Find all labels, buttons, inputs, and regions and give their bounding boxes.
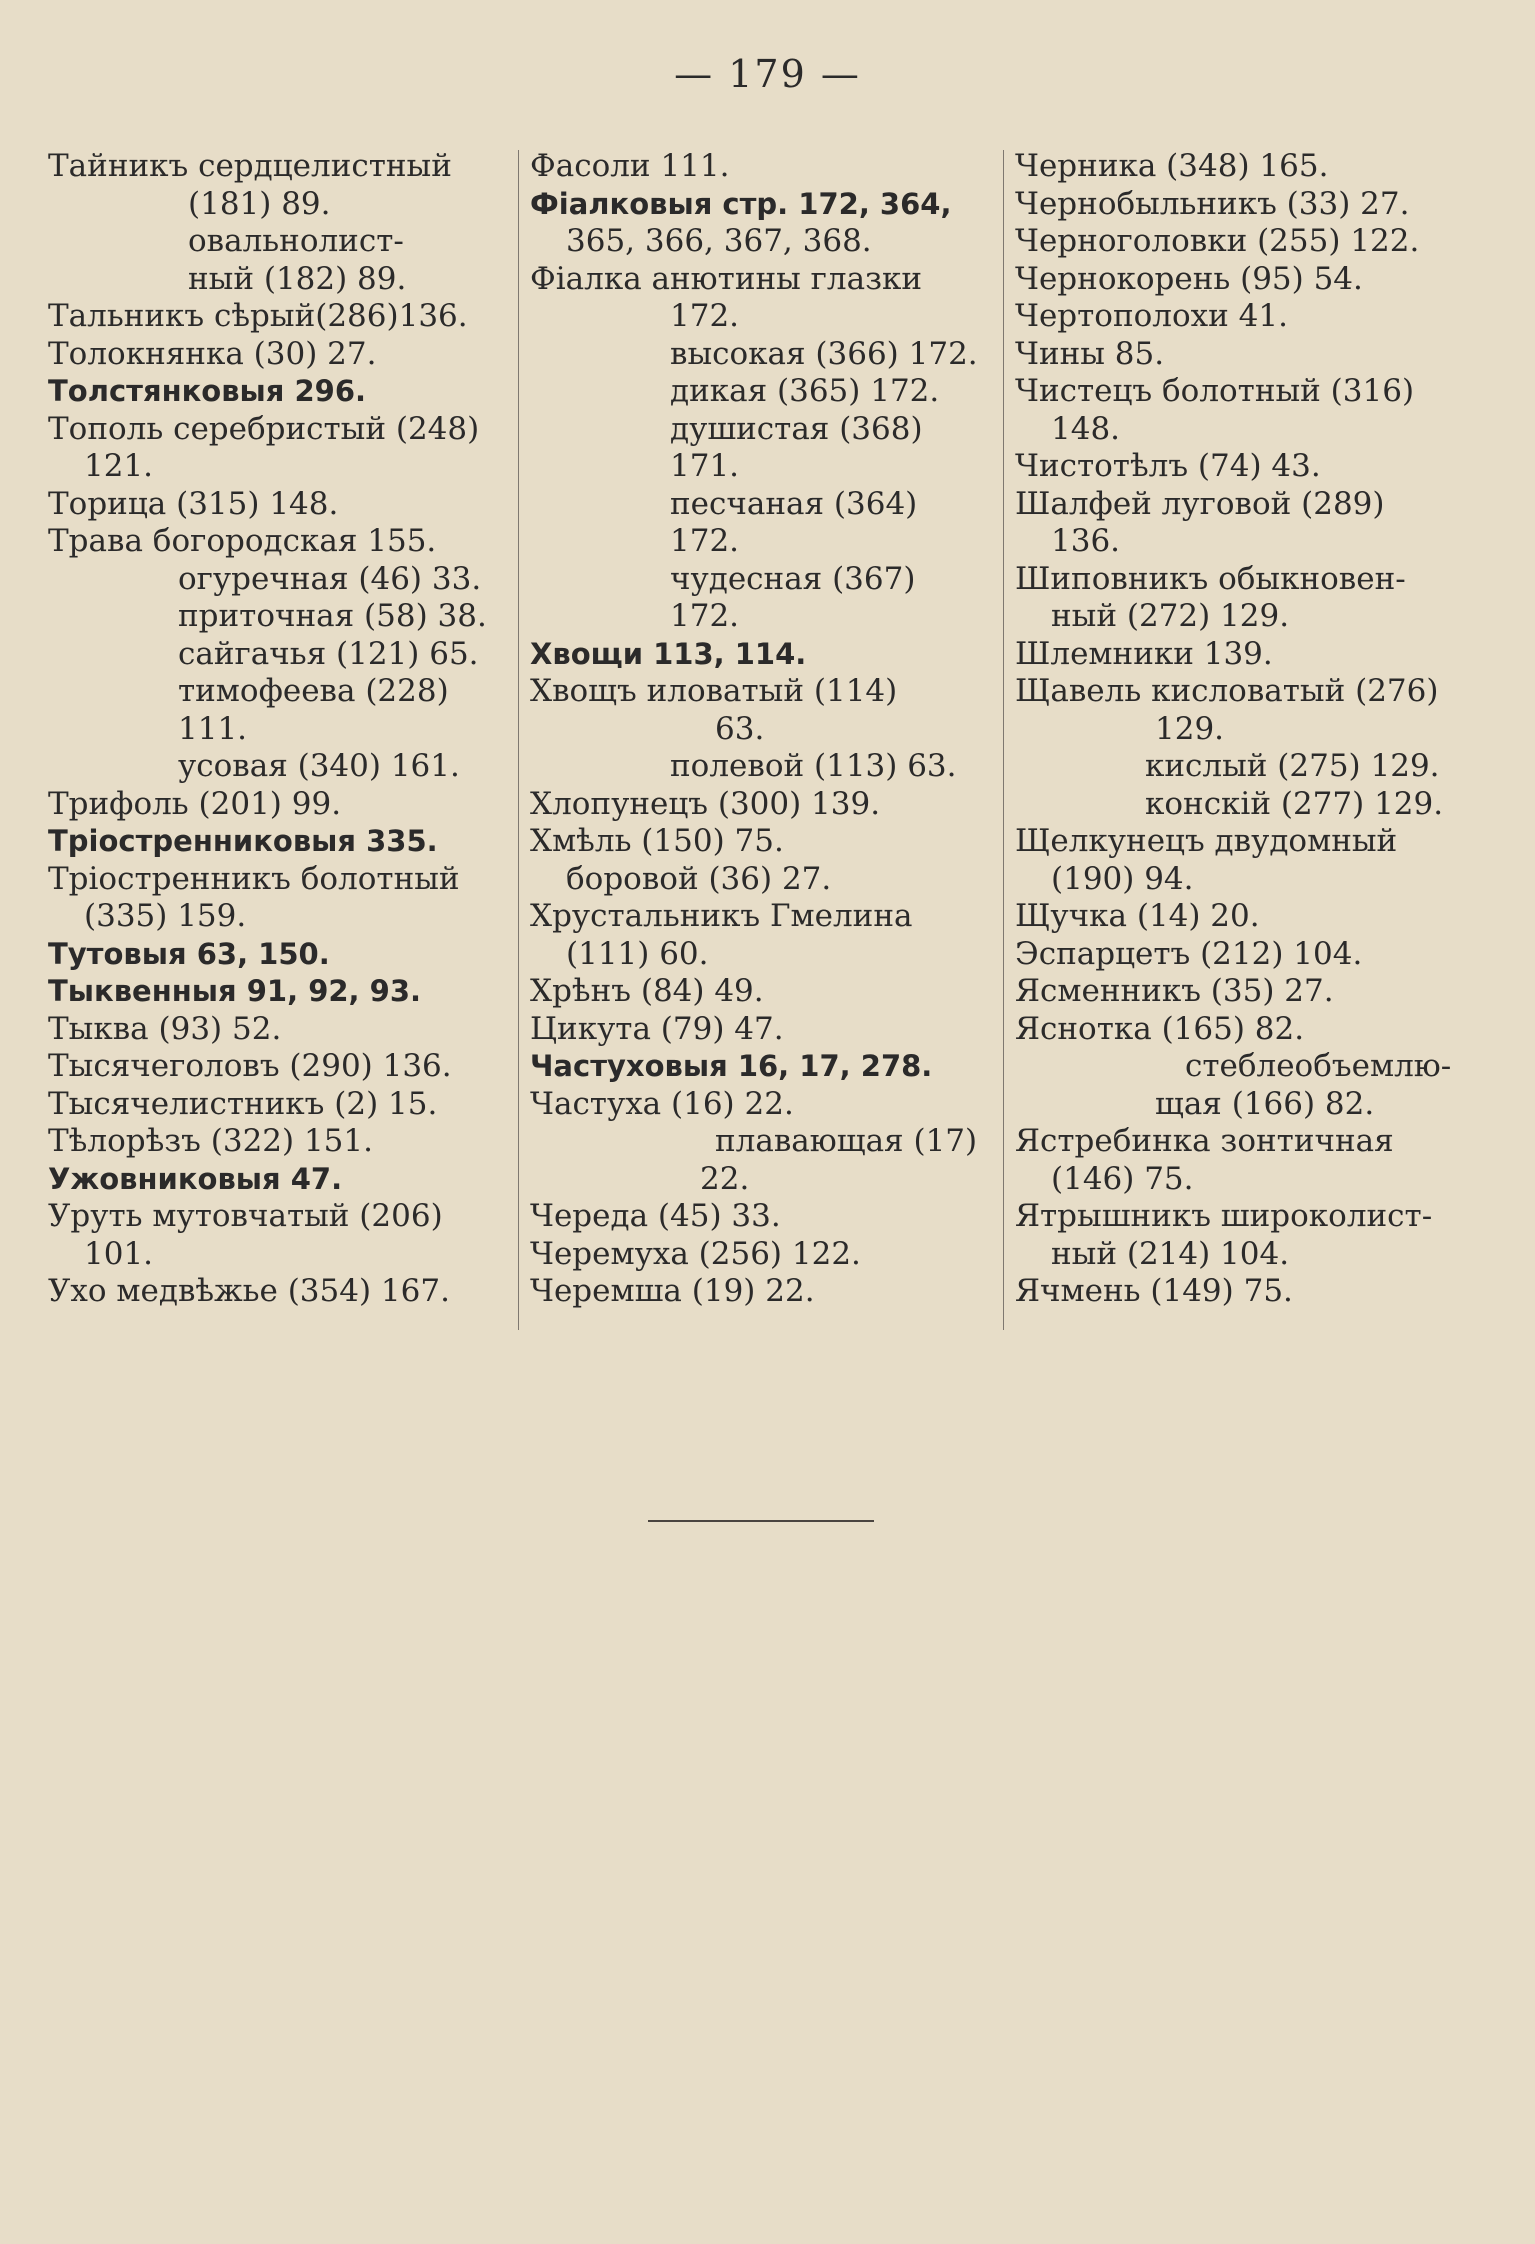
index-entry: Толокнянка (30) 27. [48,335,377,372]
index-entry: Цикута (79) 47. [530,1010,784,1047]
column-divider [1003,150,1004,1330]
index-entry: 148. [1051,410,1121,447]
index-entry: Фіалковыя стр. 172, 364, [530,186,952,221]
index-entry: 101. [84,1235,154,1272]
index-entry: Толстянковыя 296. [48,374,367,408]
index-entry: (335) 159. [84,898,247,934]
index-entry: Тополь серебристый (248) [48,410,480,447]
column-divider [518,150,519,1330]
index-entry: 365, 366, 367, 368. [566,223,872,259]
index-entry: Фасоли 111. [530,148,730,184]
index-entry: Тальникъ сѣрый(286)136. [48,298,468,334]
index-entry: Щавель кисловатый (276) [1015,673,1439,709]
index-entry: Яснотка (165) 82. [1015,1010,1305,1047]
index-entry: полевой (113) 63. [670,748,957,784]
index-entry: дикая (365) 172. [670,373,940,409]
index-entry: Щелкунецъ двудомный [1015,823,1398,859]
index-entry: Черемша (19) 22. [530,1273,815,1309]
index-entry: (111) 60. [566,935,709,972]
index-entry: 172. [670,298,740,334]
index-entry: Шлемники 139. [1015,635,1273,672]
index-entry: ный (272) 129. [1051,598,1290,634]
index-entry: Чернокорень (95) 54. [1015,260,1363,297]
index-entry: щая (166) 82. [1155,1085,1375,1122]
index-entry: Частуха (16) 22. [530,1085,794,1122]
index-entry: тимофеева (228) [178,673,449,709]
index-entry: Тріостренниковыя 335. [48,824,438,858]
index-column-3 [1015,148,1475,1311]
index-entry: Хрустальникъ Гмелина [530,898,913,934]
index-entry: кислый (275) 129. [1145,748,1440,784]
index-entry: Ячмень (149) 75. [1015,1273,1293,1309]
index-entry: Фіалка анютины глазки [530,260,923,297]
index-entry: Чины 85. [1015,335,1165,372]
index-entry: 172. [670,598,740,634]
index-entry: Ужовниковыя 47. [48,1161,343,1196]
index-entry: плавающая (17) [715,1123,978,1159]
index-entry: Частуховыя 16, 17, 278. [530,1049,933,1083]
index-entry: (181) 89. [188,185,331,222]
index-entry: Тѣлорѣзъ (322) 151. [48,1123,373,1159]
index-column-1 [48,148,508,1311]
index-entry: Тысячелистникъ (2) 15. [48,1085,438,1122]
index-entry: Хлопунецъ (300) 139. [530,785,881,822]
index-entry: Черноголовки (255) 122. [1015,223,1420,259]
index-entry: Черника (348) 165. [1015,148,1329,184]
index-entry: Хмѣль (150) 75. [530,823,784,859]
index-entry: чудесная (367) [670,560,916,597]
index-entry: сайгачья (121) 65. [178,635,479,672]
index-entry: Тріостренникъ болотный [48,860,460,897]
index-entry: Хвощъ иловатый (114) [530,673,898,709]
index-entry: Трава богородская 155. [48,523,437,559]
index-entry: Тыква (93) 52. [48,1010,282,1047]
index-entry: Тысячеголовъ (290) 136. [48,1048,452,1084]
index-entry: Уруть мутовчатый (206) [48,1198,443,1234]
index-entry: Ятрышникъ широколист- [1015,1198,1433,1234]
index-entry: Ястребинка зонтичная [1015,1123,1394,1159]
index-entry: Тутовыя 63, 150. [48,936,330,971]
index-entry: 63. [715,710,765,747]
index-entry: 129. [1155,710,1225,747]
index-entry: Шиповникъ обыкновен- [1015,560,1406,597]
index-entry: Чистотѣлъ (74) 43. [1015,448,1321,484]
index-entry: песчаная (364) [670,485,918,522]
index-entry: Череда (45) 33. [530,1198,781,1234]
end-rule [648,1520,874,1522]
index-entry: Ухо медвѣжье (354) 167. [48,1273,450,1309]
index-entry: душистая (368) [670,410,923,447]
index-entry: конскій (277) 129. [1145,785,1444,822]
index-entry: ный (182) 89. [188,260,407,297]
index-entry: 121. [84,448,154,484]
index-entry: Трифоль (201) 99. [48,785,342,822]
page-number: — 179 — [674,52,861,96]
index-entry: 172. [670,523,740,559]
index-entry: ный (214) 104. [1051,1235,1290,1272]
index-entry: огуречная (46) 33. [178,560,482,597]
index-entry: 22. [700,1160,750,1197]
index-entry: высокая (366) 172. [670,335,978,372]
index-entry: Эспарцетъ (212) 104. [1015,935,1363,972]
index-entry: (146) 75. [1051,1160,1194,1197]
index-entry: Черемуха (256) 122. [530,1235,861,1272]
index-entry: овальнолист- [188,223,404,259]
index-entry: 171. [670,448,740,484]
index-entry: Чистецъ болотный (316) [1015,373,1415,409]
index-entry: усовая (340) 161. [178,748,460,784]
index-entry: Торица (315) 148. [48,485,339,522]
index-entry: Щучка (14) 20. [1015,898,1260,934]
index-entry: Чертополохи 41. [1015,298,1288,334]
index-entry: 111. [178,710,248,747]
index-entry: Тыквенныя 91, 92, 93. [48,974,422,1008]
index-entry: боровой (36) 27. [566,860,832,897]
index-entry: Шалфей луговой (289) [1015,485,1385,522]
index-entry: приточная (58) 38. [178,598,487,634]
index-column-2 [530,148,990,1311]
index-entry: 136. [1051,523,1121,559]
index-entry: (190) 94. [1051,860,1194,897]
index-entry: Тайникъ сердцелистный [48,148,452,184]
index-entry: Хвощи 113, 114. [530,636,807,671]
index-entry: Чернобыльникъ (33) 27. [1015,185,1410,222]
index-entry: стеблеобъемлю- [1185,1048,1452,1084]
index-entry: Ясменникъ (35) 27. [1015,973,1334,1009]
index-entry: Хрѣнъ (84) 49. [530,973,764,1009]
